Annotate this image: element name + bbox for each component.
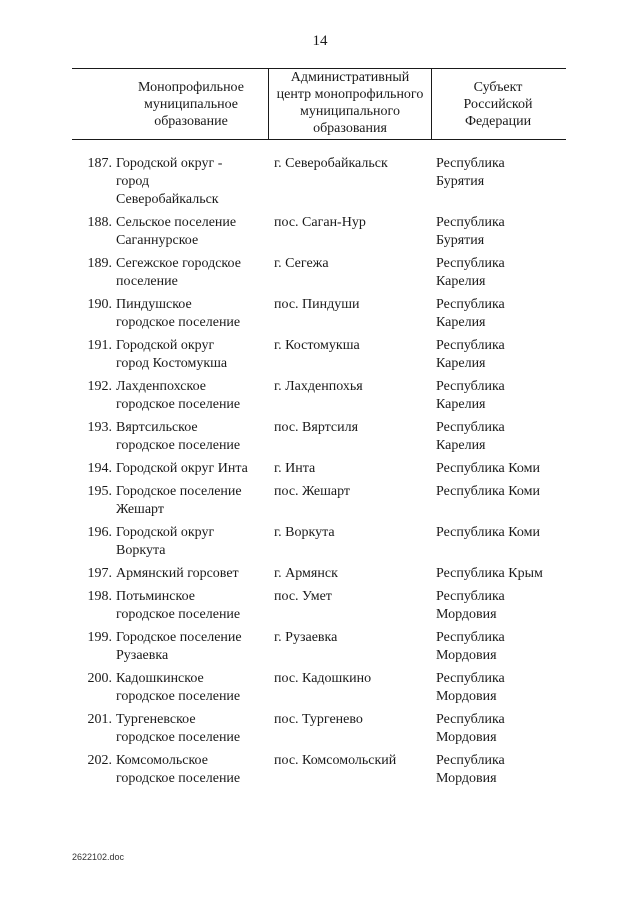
row-number: 189. [87, 256, 112, 271]
federal-subject: Республика Карелия [436, 297, 505, 330]
federal-subject: Республика Бурятия [436, 156, 505, 189]
row-number: 195. [87, 484, 112, 499]
table-body [72, 155, 566, 793]
municipality-name: Сегежское городское поселение [116, 256, 241, 289]
federal-subject: Республика Мордовия [436, 753, 505, 786]
federal-subject: Республика Мордовия [436, 630, 505, 663]
admin-center: пос. Комсомольский [274, 753, 397, 768]
federal-subject: Республика Коми [436, 461, 540, 476]
municipality-name: Кадошкинское городское поселение [116, 671, 241, 704]
row-number: 197. [87, 566, 112, 581]
municipality-name: Городской округ Инта [116, 461, 248, 476]
municipality-name: Городской округ город Костомукша [116, 338, 228, 371]
file-name: 2622102.doc [72, 852, 125, 862]
row-number: 199. [87, 630, 112, 645]
row-number: 196. [87, 525, 112, 540]
row-number: 193. [87, 420, 112, 435]
page-number: 14 [312, 33, 328, 49]
table-row [72, 460, 566, 478]
municipality-name: Пиндушское городское поселение [116, 297, 241, 330]
table-row [72, 483, 566, 519]
admin-center: пос. Пиндуши [274, 297, 360, 312]
row-number: 191. [87, 338, 112, 353]
admin-center: г. Северобайкальск [274, 156, 388, 171]
row-number: 200. [87, 671, 112, 686]
row-number: 188. [87, 215, 112, 230]
table-row [72, 296, 566, 332]
admin-center: г. Воркута [274, 525, 335, 540]
federal-subject: Республика Мордовия [436, 712, 505, 745]
table-row [72, 214, 566, 250]
header-municipality: Монопрофильное муниципальное образование [138, 79, 244, 129]
federal-subject: Республика Мордовия [436, 671, 505, 704]
municipality-name: Городское поселение Рузаевка [116, 630, 242, 663]
admin-center: пос. Жешарт [274, 484, 351, 499]
table-row [72, 337, 566, 373]
row-number: 201. [87, 712, 112, 727]
row-number: 202. [87, 753, 112, 768]
admin-center: пос. Вяртсиля [274, 420, 359, 435]
municipality-name: Потьминское городское поселение [116, 589, 241, 622]
federal-subject: Республика Карелия [436, 256, 505, 289]
row-number: 192. [87, 379, 112, 394]
row-number: 198. [87, 589, 112, 604]
table-row [72, 378, 566, 414]
municipality-name: Городское поселение Жешарт [116, 484, 242, 517]
admin-center: пос. Умет [274, 589, 332, 604]
table-row [72, 155, 566, 209]
admin-center: г. Лахденпохья [274, 379, 363, 394]
admin-center: г. Армянск [274, 566, 338, 581]
municipality-name: Городской округ Воркута [116, 525, 215, 558]
table-row [72, 629, 566, 665]
row-number: 194. [87, 461, 112, 476]
municipality-name: Армянский горсовет [116, 566, 239, 581]
row-number: 190. [87, 297, 112, 312]
federal-subject: Республика Карелия [436, 338, 505, 371]
municipality-name: Сельское поселение Саганнурское [116, 215, 237, 248]
admin-center: г. Костомукша [274, 338, 360, 353]
municipality-name: Тургеневское городское поселение [116, 712, 241, 745]
admin-center: г. Сегежа [274, 256, 329, 271]
table-row [72, 524, 566, 560]
municipality-name: Вяртсильское городское поселение [116, 420, 241, 453]
federal-subject: Республика Коми [436, 484, 540, 499]
table-row [72, 255, 566, 291]
municipality-name: Лахденпохское городское поселение [116, 379, 241, 412]
federal-subject: Республика Карелия [436, 379, 505, 412]
municipality-name: Городской округ - город Северобайкальск [116, 156, 223, 207]
table-row [72, 670, 566, 706]
header-admin-center: Административный центр монопрофильного муниципального образования [268, 69, 432, 139]
table-row [72, 752, 566, 788]
admin-center: пос. Кадошкино [274, 671, 372, 686]
municipality-name: Комсомольское городское поселение [116, 753, 241, 786]
admin-center: г. Рузаевка [274, 630, 338, 645]
header-federal-subject: Субъект Российской Федерации [463, 79, 533, 129]
federal-subject: Республика Крым [436, 566, 543, 581]
table-row [72, 588, 566, 624]
admin-center: г. Инта [274, 461, 316, 476]
admin-center: пос. Саган-Нур [274, 215, 366, 230]
table-row [72, 419, 566, 455]
table-header [72, 68, 566, 140]
admin-center: пос. Тургенево [274, 712, 363, 727]
table-row [72, 565, 566, 583]
federal-subject: Республика Коми [436, 525, 540, 540]
federal-subject: Республика Карелия [436, 420, 505, 453]
federal-subject: Республика Бурятия [436, 215, 505, 248]
federal-subject: Республика Мордовия [436, 589, 505, 622]
table-row [72, 711, 566, 747]
row-number: 187. [87, 156, 112, 171]
